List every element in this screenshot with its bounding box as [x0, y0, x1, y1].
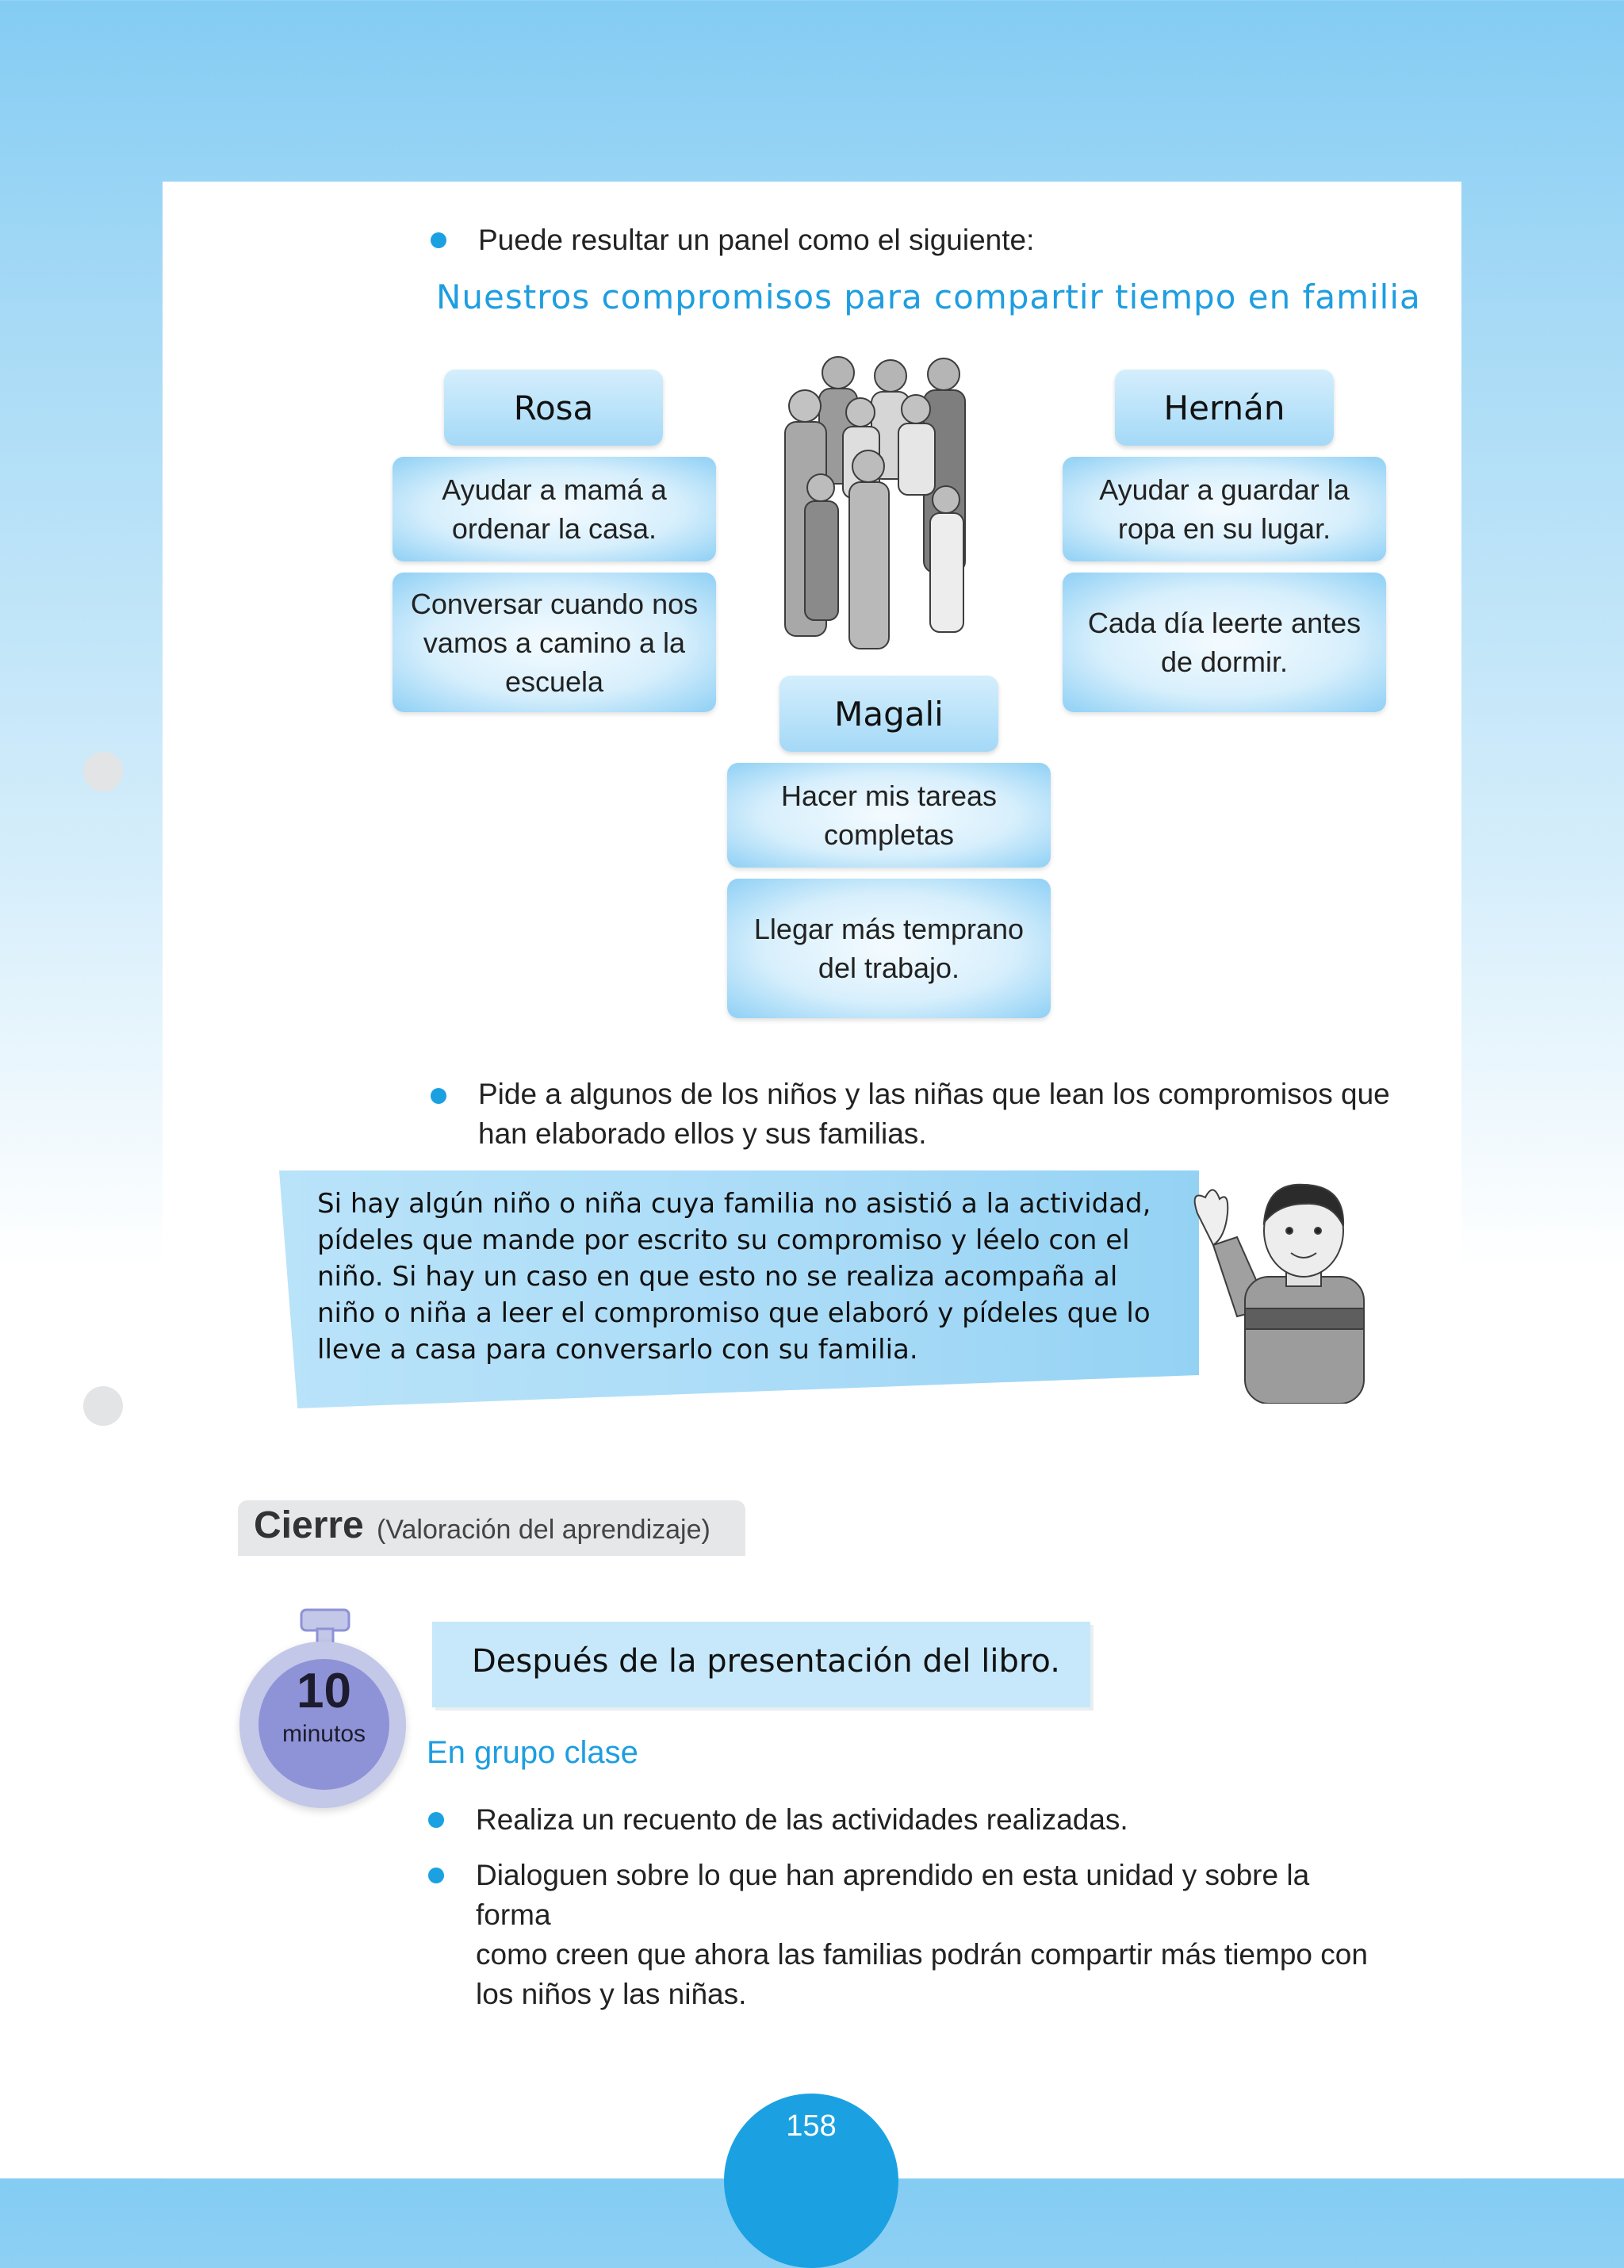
card-line: ordenar la casa. [451, 512, 657, 545]
card-line: ropa en su lugar. [1117, 512, 1331, 545]
bullet-line: Dialoguen sobre lo que han aprendido en esta unidad y sobre la forma [476, 1859, 1310, 1931]
bullet-line: han elaborado ellos y sus familias. [478, 1117, 927, 1150]
margin-dot-bottom [83, 1386, 123, 1426]
panel-title: Nuestros compromisos para compartir tiempo en familia [436, 278, 1421, 316]
card-line: Ayudar a guardar la [1099, 473, 1350, 506]
closing-bullet-2 [476, 1856, 1388, 2014]
cierre-title: Cierre [254, 1504, 364, 1546]
card-line: del trabajo. [818, 952, 960, 984]
bullet-line: como creen que ahora las familias podrán compartir más tiempo con [476, 1938, 1368, 1971]
commitment-card [1063, 457, 1386, 561]
name-box-rosa: Rosa [444, 370, 663, 446]
timer-unit: minutos [282, 1721, 366, 1747]
card-line: escuela [504, 665, 604, 698]
commitment-card [393, 573, 716, 712]
activity-banner-text: Después de la presentación del libro. [472, 1643, 1060, 1680]
card-line: completas [823, 818, 955, 851]
family-illustration [773, 349, 1007, 666]
card-line: Conversar cuando nos [410, 587, 699, 620]
page-number: 158 [786, 2109, 837, 2143]
commitment-card [1063, 573, 1386, 712]
card-line: Llegar más temprano [753, 913, 1025, 945]
bullet-text [478, 1075, 1390, 1154]
note-line: pídeles que mande por escrito su compromiso y léelo con el [317, 1224, 1130, 1256]
intro-text: Puede resultar un panel como el siguiente: [478, 224, 1035, 256]
timer-number: 10 [297, 1664, 351, 1718]
card-line: Hacer mis tareas [780, 780, 998, 812]
margin-dot-top [83, 752, 123, 791]
boy-illustration [1182, 1182, 1388, 1404]
commitment-card [393, 457, 716, 561]
commitment-card [727, 879, 1051, 1018]
cierre-subtitle: (Valoración del aprendizaje) [377, 1515, 710, 1545]
bullet-icon [431, 232, 446, 248]
group-label: En grupo clase [427, 1735, 638, 1770]
bullet-line: los niños y las niñas. [476, 1978, 747, 2010]
note-line: Si hay algún niño o niña cuya familia no asistió a la actividad, [317, 1188, 1151, 1220]
bullet-line: Pide a algunos de los niños y las niñas que lean los compromisos que [478, 1078, 1390, 1110]
commitment-card [727, 763, 1051, 868]
name-box-magali: Magali [779, 676, 998, 752]
bullet-icon [428, 1812, 444, 1828]
bullet-icon [431, 1088, 446, 1104]
card-line: de dormir. [1160, 646, 1289, 678]
closing-bullet-1: Realiza un recuento de las actividades realizadas. [476, 1803, 1128, 1836]
card-line: Cada día leerte antes [1087, 607, 1362, 639]
name-box-hernan: Hernán [1115, 370, 1334, 446]
card-line: Ayudar a mamá a [442, 473, 667, 506]
card-line: vamos a camino a la [423, 626, 686, 659]
note-line: lleve a casa para conversarlo con su familia. [317, 1334, 918, 1366]
bullet-icon [428, 1868, 444, 1883]
note-line: niño o niña a leer el compromiso que elaboró y pídeles que lo [317, 1297, 1151, 1329]
note-line: niño. Si hay un caso en que esto no se realiza acompaña al [317, 1261, 1118, 1293]
note-text [317, 1186, 1161, 1368]
